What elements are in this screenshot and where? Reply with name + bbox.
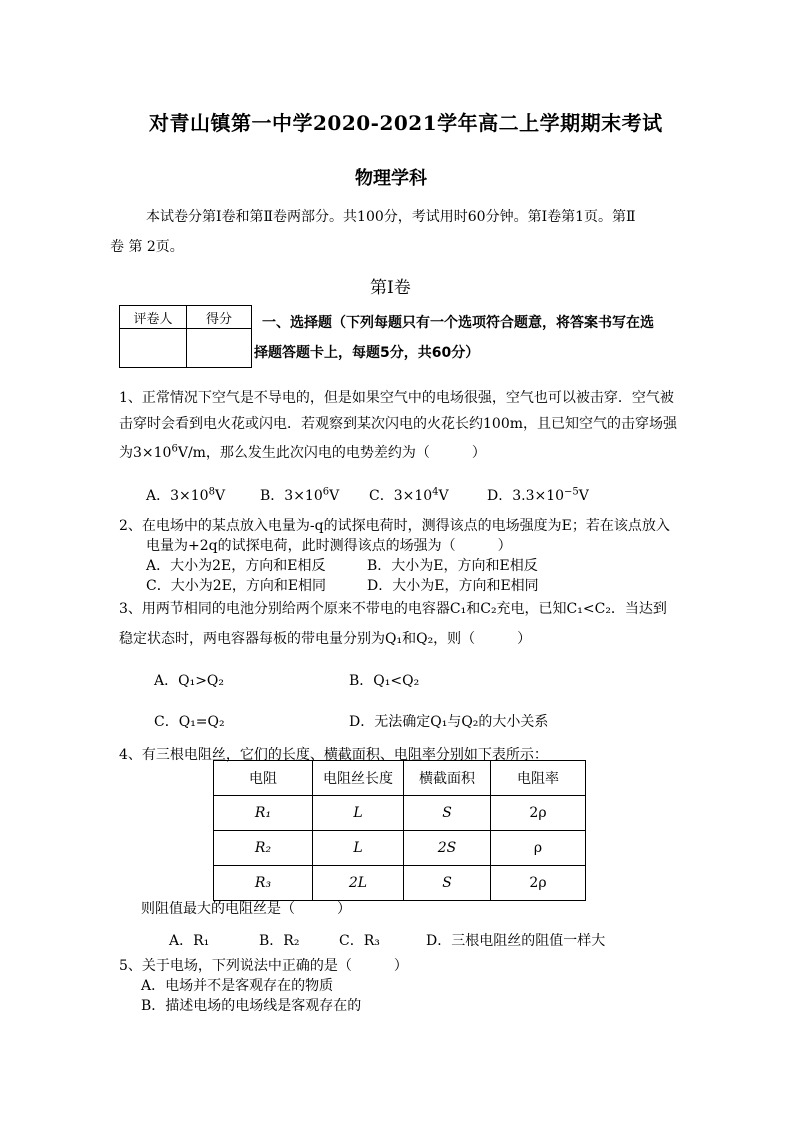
resistance-table [213,760,586,901]
table-cell: S [404,866,491,901]
q1-option-b [260,485,339,505]
q1-opt-d-exp: −5 [564,486,579,498]
q3-option-b: B．Q₁<Q₂ [349,673,420,689]
q1-option-a [146,485,225,505]
q1-line-1: 1、正常情况下空气是不导电的，但是如果空气中的电场很强，空气也可以被击穿．空气被 [119,390,674,406]
q1-line-3 [119,442,486,462]
score-header: 得分 [187,306,252,329]
table-row [214,866,586,901]
q5-option-b: B．描述电场的电场线是客观存在的 [141,998,362,1014]
reviewer-cell[interactable] [120,329,187,368]
q1-opt-c-pre: C．3×10 [369,488,433,504]
table-cell: ρ [491,831,586,866]
q4-option-c: C．R₃ [339,933,380,949]
q1-opt-b-pre: B．3×10 [260,488,323,504]
q3-option-c: C．Q₁=Q₂ [154,714,225,730]
reviewer-header: 评卷人 [120,306,187,329]
table-cell: R₂ [214,831,313,866]
intro-line-2: 卷 第 2页。 [110,239,184,255]
q1-opt-b-exp: 6 [322,486,330,498]
table-row [214,831,586,866]
table-row [214,796,586,831]
q2-option-b: B．大小为E，方向和E相反 [367,558,538,574]
q1-option-c [369,485,449,505]
table-cell: S [404,796,491,831]
table-cell: 2L [313,866,404,901]
score-cell[interactable] [187,329,252,368]
q1-line-3-pre: 为3×10 [119,445,172,461]
col-header-resistor: 电阻 [214,761,313,796]
q2-option-d: D．大小为E，方向和E相同 [367,578,539,594]
q5-option-a: A．电场并不是客观存在的物质 [141,978,334,994]
table-cell: 2ρ [491,866,586,901]
q2-line-2: 电量为+2q的试探电荷，此时测得该点的场强为（ ） [146,538,512,554]
q4-option-d: D．三根电阻丝的阻值一样大 [426,933,606,949]
q1-opt-b-post: V [329,488,340,504]
q4-line-1: 4、有三根电阻丝，它们的长度、横截面积、电阻率分别如下表所示： [119,747,548,763]
q1-option-d [487,485,589,505]
col-header-resistivity: 电阻率 [491,761,586,796]
q3-option-d: D．无法确定Q₁与Q₂的大小关系 [349,714,549,730]
q5-line-1: 5、关于电场，下列说法中正确的是（ ） [119,958,408,974]
q2-line-1: 2、在电场中的某点放入电量为-q的试探电荷时，测得该点的电场强度为E；若在该点放入 [119,518,670,534]
q3-line-1: 3、用两节相同的电池分别给两个原来不带电的电容器C₁和C₂充电，已知C₁<C₂．当达到 [119,601,667,617]
exam-title: 对青山镇第一中学2020-2021学年高二上学期期末考试 [149,111,663,135]
q4-question: 则阻值最大的电阻丝是（ ） [141,901,351,917]
q1-opt-a-exp: 8 [208,486,215,498]
volume-label: 第Ⅰ卷 [370,278,411,298]
intro-line-1: 本试卷分第Ⅰ卷和第Ⅱ卷两部分。共100分，考试用时60分钟。第Ⅰ卷第1页。第Ⅱ [146,209,636,225]
q1-line-3-exp: 6 [171,443,178,455]
section-heading-1: 一、选择题（下列每题只有一个选项符合题意，将答案书写在选 [262,315,654,331]
col-header-length: 电阻丝长度 [313,761,404,796]
q3-line-2: 稳定状态时，两电容器每板的带电量分别为Q₁和Q₂，则（ ） [119,631,532,647]
table-cell: L [313,796,404,831]
q1-opt-a-post: V [214,488,226,504]
section-heading-2: 择题答题卡上，每题5分，共60分） [254,345,480,361]
table-cell: L [313,831,404,866]
q1-opt-a-pre: A．3×10 [146,488,209,504]
table-cell: R₃ [214,866,313,901]
q1-opt-c-exp: 4 [432,486,439,498]
q1-opt-d-post: V [578,488,589,504]
q4-option-a: A．R₁ [169,933,210,949]
q1-opt-d-pre: D．3.3×10 [487,488,565,504]
subject-title: 物理学科 [355,168,427,189]
q2-option-c: C．大小为2E，方向和E相同 [146,578,327,594]
col-header-area: 横截面积 [404,761,491,796]
q2-option-a: A．大小为2E，方向和E相反 [146,558,326,574]
table-cell: 2ρ [491,796,586,831]
table-cell: R₁ [214,796,313,831]
q4-option-b: B．R₂ [259,933,300,949]
q1-line-3-post: V/m，那么发生此次闪电的电势差约为（ ） [177,445,486,461]
q3-option-a: A．Q₁>Q₂ [154,673,225,689]
score-table [119,305,252,368]
q1-line-2: 击穿时会看到电火花或闪电．若观察到某次闪电的火花长约100m，且已知空气的击穿场强 [119,416,677,432]
q1-opt-c-post: V [438,488,449,504]
table-cell: 2S [404,831,491,866]
